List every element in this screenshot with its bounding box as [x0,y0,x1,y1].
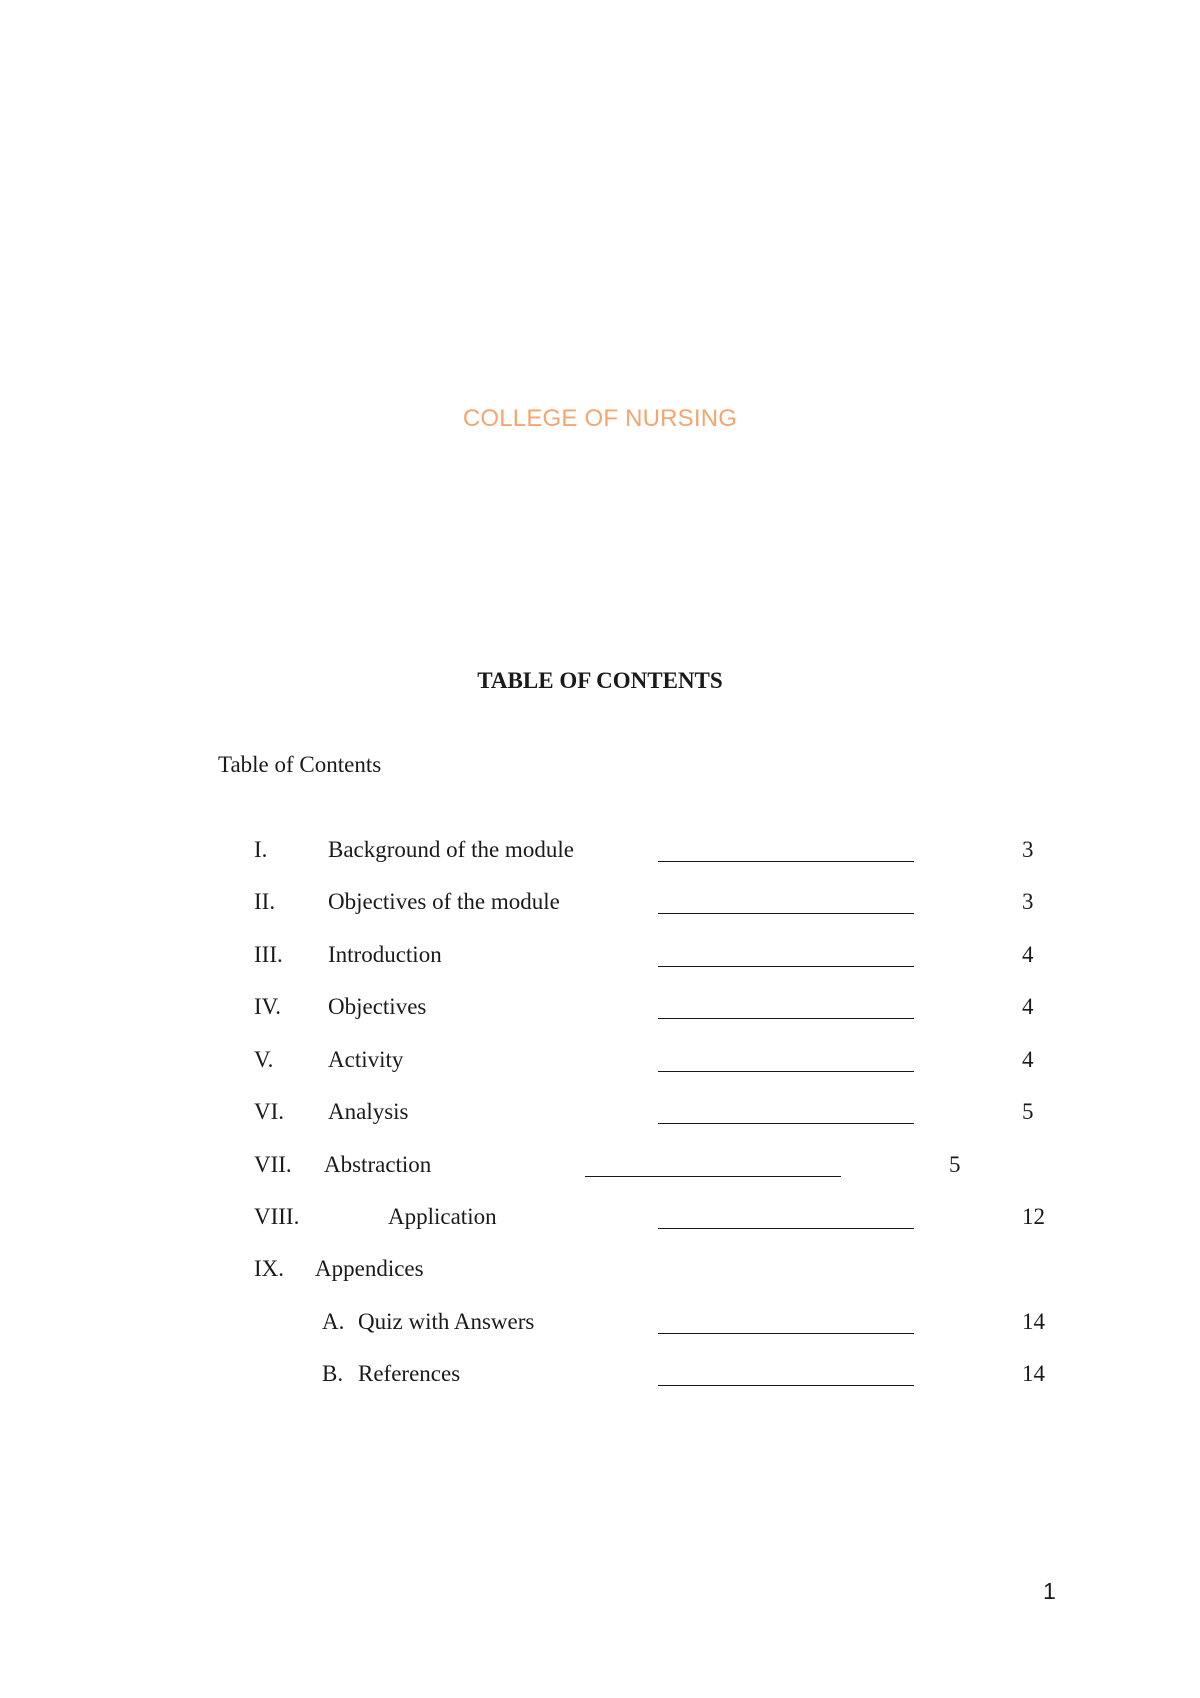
toc-subentry-b [0,1360,1200,1388]
toc-leader-line [658,1018,914,1019]
toc-entry-number: IV. [254,994,282,1019]
toc-entry-4 [0,993,1200,1021]
toc-entry-page: 12 [1022,1204,1045,1229]
page-number: 1 [1043,1578,1056,1604]
toc-leader-line [658,861,914,862]
toc-entry-number: VI. [254,1099,285,1124]
toc-entry-6 [0,1098,1200,1126]
toc-entry-title: Analysis [328,1099,409,1124]
toc-subentry-a [0,1308,1200,1336]
toc-entry-8 [0,1203,1200,1231]
toc-entry-title: Activity [328,1047,404,1072]
toc-entry-title: Introduction [328,942,442,967]
toc-label: Table of Contents [218,752,382,777]
toc-leader-line [658,1333,914,1334]
toc-entry-number: II. [254,889,276,914]
toc-entry-title: Appendices [315,1256,424,1281]
toc-entry-number: B. [322,1361,344,1386]
toc-entry-number: III. [254,942,283,967]
toc-leader-line [658,1228,914,1229]
toc-entry-page: 5 [1022,1099,1034,1124]
toc-entry-3 [0,941,1200,969]
toc-entry-2 [0,888,1200,916]
college-name: COLLEGE OF NURSING [462,405,738,432]
toc-entry-number: A. [322,1309,345,1334]
toc-leader-line [658,1385,914,1386]
toc-entry-number: I. [254,837,268,862]
toc-leader-line [658,913,914,914]
toc-leader-line [658,1071,914,1072]
toc-leader-line [585,1176,841,1177]
toc-entry-page: 3 [1022,837,1034,862]
toc-entry-number: IX. [254,1256,285,1281]
toc-entry-number: VIII. [254,1204,300,1229]
toc-entry-7 [0,1151,1200,1179]
toc-entry-9 [0,1255,1200,1283]
toc-entry-title: References [358,1361,461,1386]
toc-entry-1 [0,836,1200,864]
toc-entry-page: 4 [1022,994,1034,1019]
toc-entry-number: V. [254,1047,274,1072]
toc-leader-line [658,966,914,967]
toc-entry-title: Objectives [328,994,427,1019]
toc-entry-number: VII. [254,1152,292,1177]
toc-entry-title: Quiz with Answers [358,1309,535,1334]
toc-entry-title: Background of the module [328,837,574,862]
toc-entry-page: 14 [1022,1361,1045,1386]
toc-entry-title: Abstraction [324,1152,432,1177]
toc-entry-5 [0,1046,1200,1074]
toc-leader-line [658,1123,914,1124]
toc-entry-page: 4 [1022,942,1034,967]
toc-entry-page: 3 [1022,889,1034,914]
toc-entry-title: Application [388,1204,497,1229]
toc-entry-page: 14 [1022,1309,1045,1334]
toc-entry-title: Objectives of the module [328,889,560,914]
toc-entry-page: 5 [949,1152,961,1177]
toc-heading: TABLE OF CONTENTS [477,668,723,693]
toc-entry-page: 4 [1022,1047,1034,1072]
